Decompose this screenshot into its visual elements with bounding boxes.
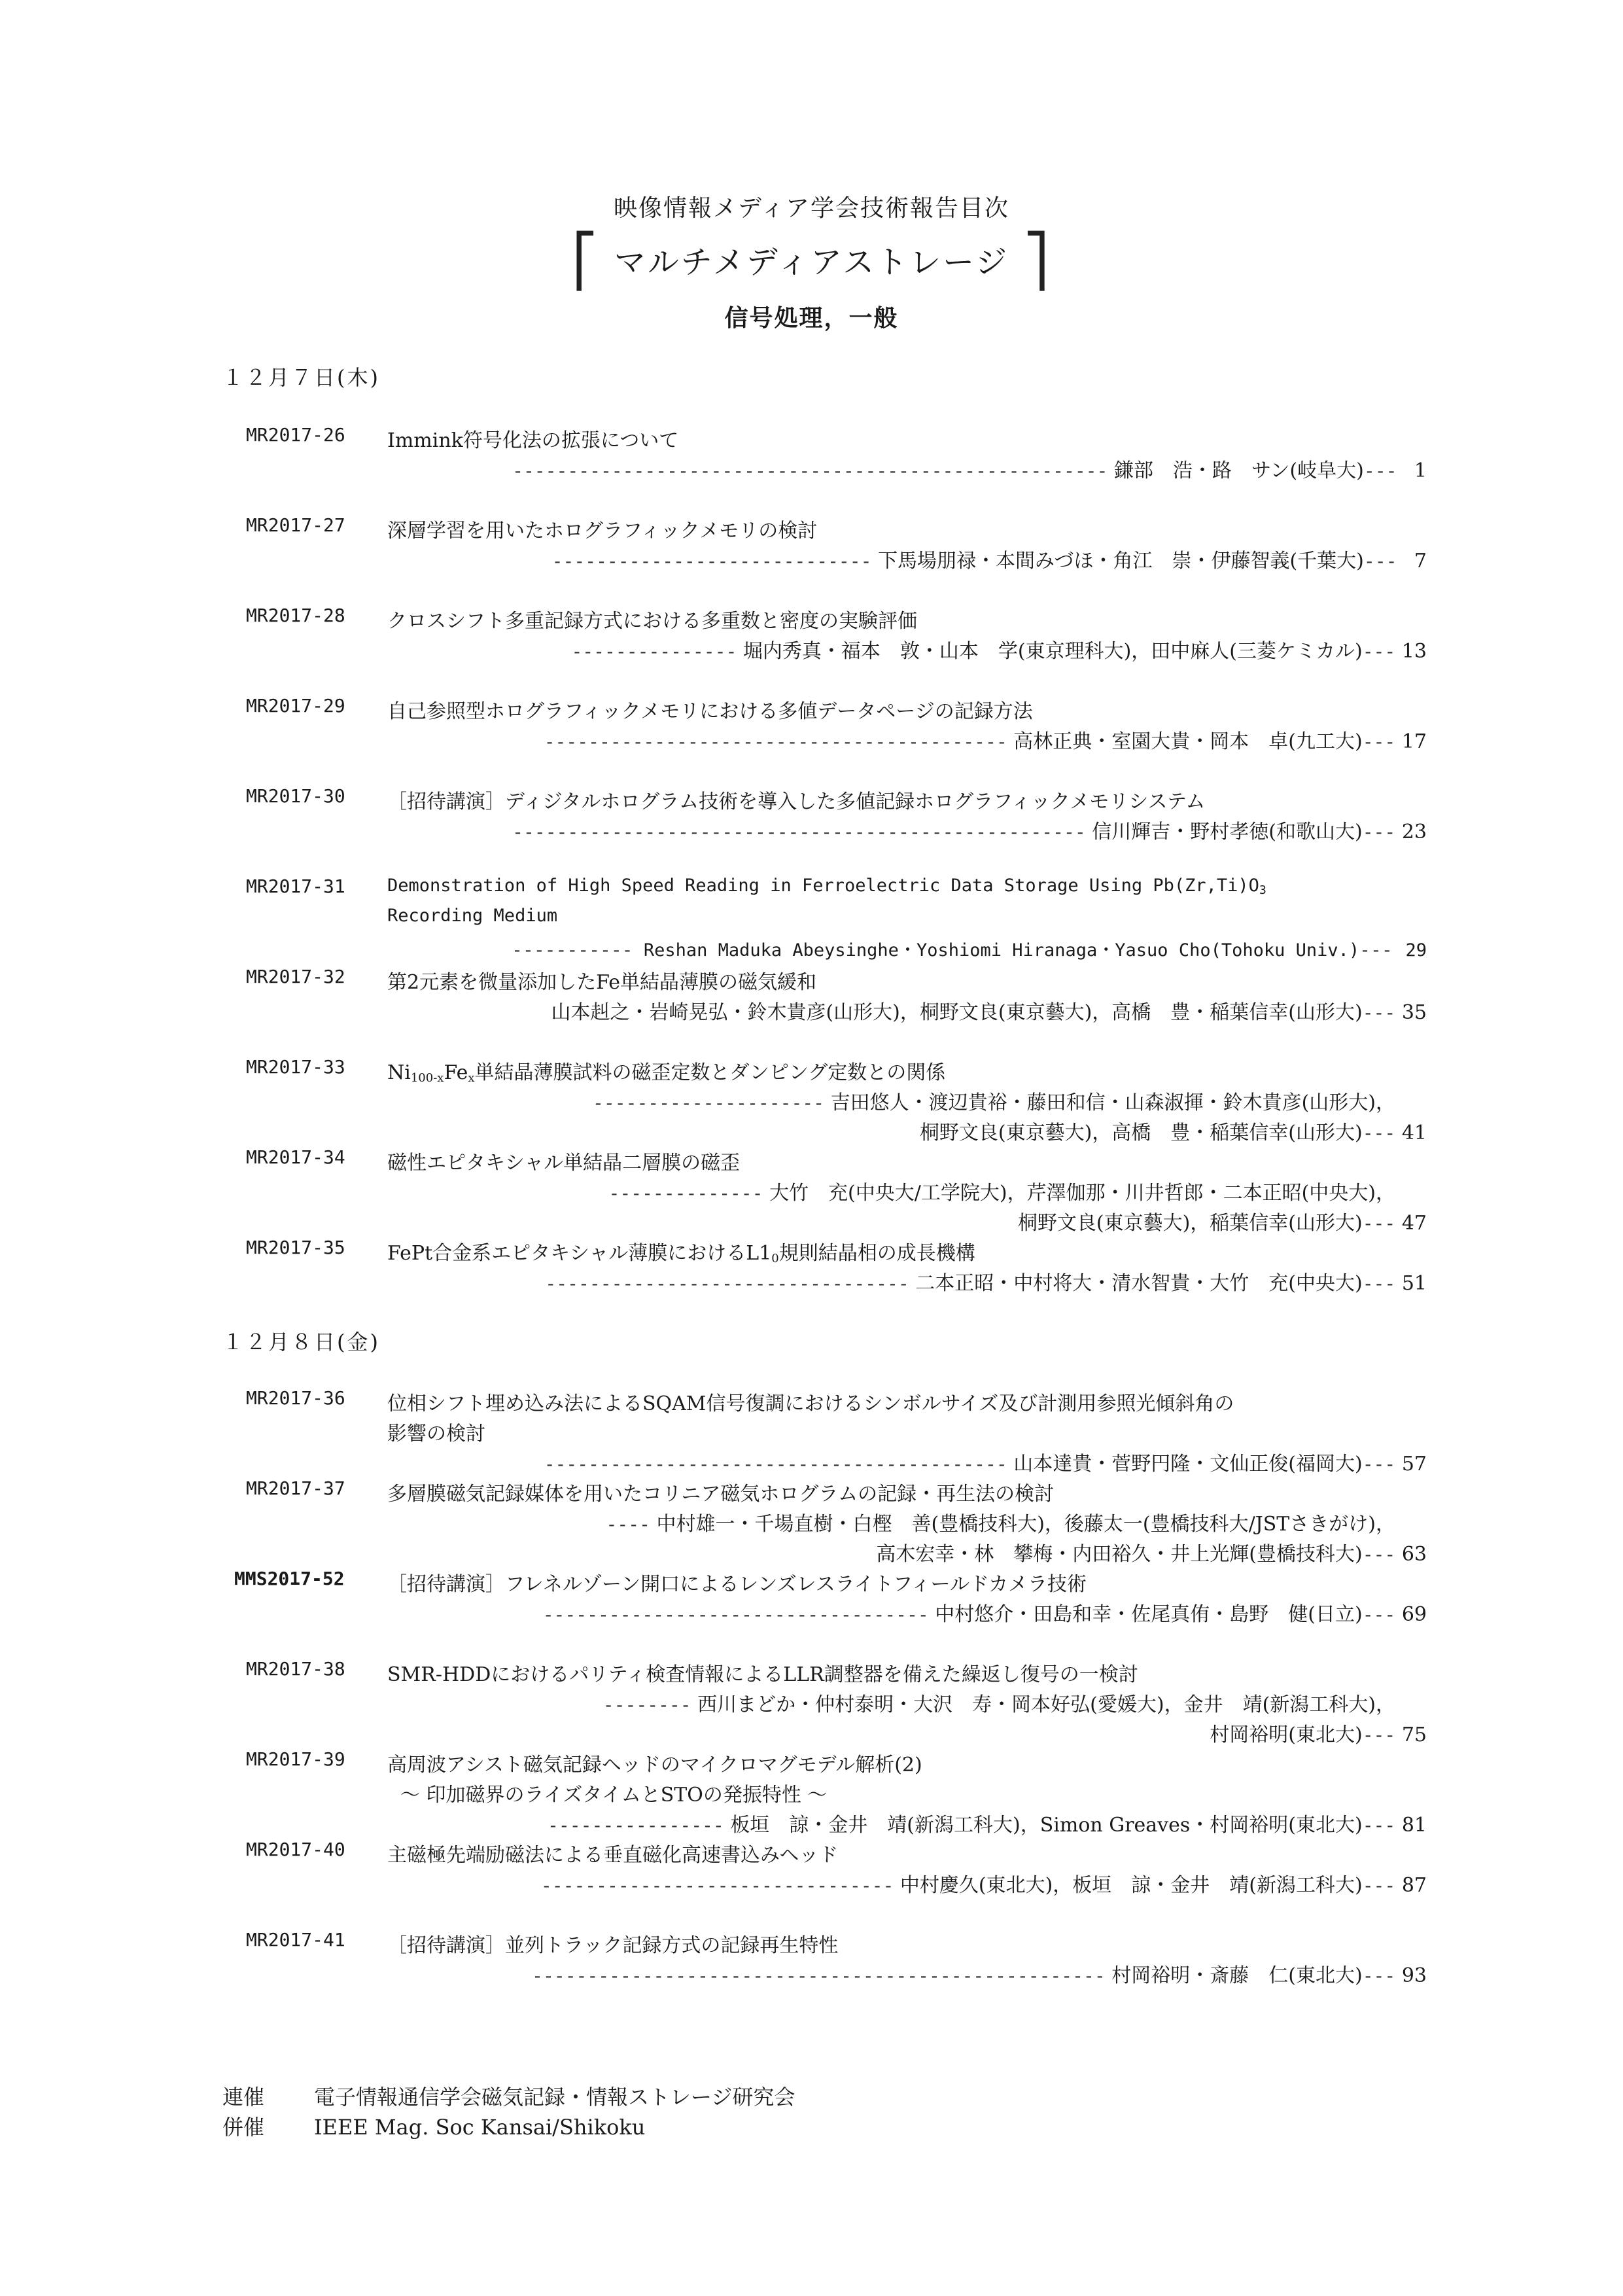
authors: 村岡裕明(東北大) bbox=[1210, 1723, 1363, 1746]
paper-code: MR2017-39 bbox=[246, 1748, 345, 1770]
paper-code: MR2017-36 bbox=[246, 1387, 345, 1409]
authors: 信川輝吉・野村孝徳(和歌山大) bbox=[1092, 821, 1363, 843]
paper-title: 主磁極先端励磁法による垂直磁化高速書込みヘッド bbox=[387, 1844, 839, 1867]
leader-dash: ---------------------------------------------------- bbox=[512, 821, 1086, 843]
page-number: 69 bbox=[1401, 1603, 1427, 1626]
leader-dash: --------------- bbox=[571, 641, 737, 662]
authors: 中村悠介・田島和幸・佐尾真侑・島野 健(日立) bbox=[935, 1603, 1363, 1626]
footer-cosponsor bbox=[222, 2081, 795, 2111]
series-title bbox=[0, 232, 1623, 291]
author-line: ------------------------------------------ 山本達貴・菅野円隆・文仙正俊(福岡大)--- 57 bbox=[544, 1453, 1427, 1475]
paper-code: MR2017-37 bbox=[246, 1477, 345, 1499]
author-line: ----------------------------------- 中村悠介・田島和幸・佐尾真侑・島野 健(日立)--- 69 bbox=[542, 1603, 1427, 1626]
paper-title: FePt合金系エピタキシャル薄膜における$L1_0$規則結晶相の成長機構 bbox=[387, 1242, 975, 1265]
footer-colocated bbox=[222, 2111, 645, 2141]
paper-title-line2: 影響の検討 bbox=[387, 1422, 485, 1445]
paper-title: Immink符号化法の拡張について bbox=[387, 429, 679, 452]
page-number: 57 bbox=[1401, 1453, 1427, 1475]
date-heading-day2: １２月８日(金) bbox=[222, 1330, 380, 1354]
authors: 高林正典・室園大貴・岡本 卓(九工大) bbox=[1013, 730, 1363, 753]
page-number: 1 bbox=[1414, 459, 1427, 482]
leader-dash: -------- bbox=[602, 1694, 691, 1716]
session-subtitle: 信号処理，一般 bbox=[724, 305, 899, 332]
authors: 板垣 諒・金井 靖(新潟工科大)，Simon Greaves・村岡裕明(東北大) bbox=[730, 1814, 1363, 1837]
leader-dash: ------------------------------------------------------ bbox=[512, 460, 1108, 482]
authors: 吉田悠人・渡辺貴裕・藤田和信・山森淑揮・鈴木貴彦(山形大)， bbox=[830, 1091, 1395, 1114]
leader-dash: ---------------------------------------------------- bbox=[532, 1965, 1106, 1987]
author-line: ----------------------------- 下馬場朋禄・本間みづほ・角江 崇・伊藤智義(千葉大)--- 7 bbox=[551, 550, 1427, 573]
authors: 中村慶久(東北大)，板垣 諒・金井 靖(新潟工科大) bbox=[899, 1874, 1363, 1897]
page-number: 87 bbox=[1401, 1874, 1427, 1897]
left-bracket: ⎡ bbox=[572, 232, 600, 291]
author-line: ---------------------------------------------------- 信川輝吉・野村孝徳(和歌山大)--- 23 bbox=[512, 821, 1427, 843]
report-title: 映像情報メディア学会技術報告目次 bbox=[613, 195, 1010, 222]
paper-title: 高周波アシスト磁気記録ヘッドのマイクロマグモデル解析(2) bbox=[387, 1754, 922, 1776]
authors: 鎌部 浩・路 サン(岐阜大) bbox=[1113, 459, 1364, 482]
page-number: 29 bbox=[1405, 940, 1427, 961]
page-number: 75 bbox=[1401, 1723, 1427, 1746]
author-line: ---------------- 板垣 諒・金井 靖(新潟工科大)，Simon Greaves・村岡裕明(東北大)--- 81 bbox=[548, 1814, 1427, 1837]
author-line: ---------------------------------------------------- 村岡裕明・斎藤 仁(東北大)--- 93 bbox=[532, 1964, 1427, 1987]
authors: 村岡裕明・斎藤 仁(東北大) bbox=[1111, 1964, 1363, 1987]
paper-code: MR2017-40 bbox=[246, 1839, 345, 1860]
footer-text: IEEE Mag. Soc Kansai/Shikoku bbox=[314, 2115, 646, 2140]
page-number: 23 bbox=[1401, 821, 1427, 843]
leader-dash: ---- bbox=[606, 1513, 650, 1535]
date-heading-day1: １２月７日(木) bbox=[222, 365, 380, 390]
authors: 西川まどか・仲村泰明・大沢 寿・岡本好弘(愛媛大)，金井 靖(新潟工科大)， bbox=[697, 1693, 1395, 1716]
leader-dash: --------------------------------- bbox=[545, 1273, 909, 1294]
page-number: 41 bbox=[1401, 1122, 1427, 1144]
paper-title: 自己参照型ホログラフィックメモリにおける多値データページの記録方法 bbox=[387, 700, 1033, 723]
authors: 桐野文良(東京藝大)，高橋 豊・稲葉信幸(山形大) bbox=[919, 1122, 1363, 1144]
paper-subtitle: ～ 印加磁界のライズタイムとSTOの発振特性 ～ bbox=[400, 1784, 828, 1807]
paper-code: MR2017-30 bbox=[246, 785, 345, 807]
paper-code: MR2017-35 bbox=[246, 1237, 345, 1258]
authors: 中村雄一・千場直樹・白樫 善(豊橋技科大)，後藤太一(豊橋技科大/JSTさきがけ)， bbox=[656, 1513, 1395, 1536]
author-line bbox=[609, 1176, 1396, 1205]
leader-dash: -------------- bbox=[608, 1182, 763, 1204]
author-line-2: 桐野文良(東京藝大)，高橋 豊・稲葉信幸(山形大)--- 41 bbox=[919, 1122, 1427, 1144]
leader-dash: ----------- bbox=[512, 939, 633, 961]
author-line bbox=[603, 1688, 1395, 1717]
paper-code: MMS2017-52 bbox=[234, 1568, 345, 1589]
page-number: 35 bbox=[1401, 1001, 1427, 1024]
page-number: 51 bbox=[1401, 1272, 1427, 1295]
author-line: ------------------------------------------------------ 鎌部 浩・路 サン(岐阜大)--- 1 bbox=[512, 459, 1427, 482]
leader-dash: ---------------- bbox=[548, 1814, 724, 1836]
author-line: 山本赳之・岩崎晃弘・鈴木貴彦(山形大)，桐野文良(東京藝大)，高橋 豊・稲葉信幸(山形大)--- 35 bbox=[551, 1001, 1427, 1024]
paper-code: MR2017-34 bbox=[246, 1146, 345, 1168]
authors: 二本正昭・中村将大・清水智貴・大竹 充(中央大) bbox=[915, 1272, 1363, 1295]
footer-label: 併催 bbox=[222, 2115, 265, 2140]
page-number: 81 bbox=[1401, 1814, 1427, 1837]
author-line-2: 高木宏幸・林 攀梅・内田裕久・井上光輝(豊橋技科大)--- 63 bbox=[876, 1543, 1427, 1566]
page-number: 93 bbox=[1401, 1964, 1427, 1987]
leader-dash: -------------------------------- bbox=[540, 1875, 894, 1896]
leader-dash: ------------------------------------------ bbox=[544, 731, 1007, 752]
page-number: 17 bbox=[1401, 730, 1427, 753]
author-line: ----------- Reshan Maduka Abeysinghe・Yoshiomi Hiranaga・Yasuo Cho(Tohoku Univ.)--- 29 bbox=[512, 939, 1427, 961]
paper-code: MR2017-27 bbox=[246, 514, 345, 536]
paper-title: ［招待講演］並列トラック記録方式の記録再生特性 bbox=[387, 1934, 839, 1957]
paper-code: MR2017-33 bbox=[246, 1056, 345, 1078]
authors: 下馬場朋禄・本間みづほ・角江 崇・伊藤智義(千葉大) bbox=[878, 550, 1364, 573]
author-line bbox=[593, 1086, 1395, 1115]
author-line: ------------------------------------------ 高林正典・室園大貴・岡本 卓(九工大)--- 17 bbox=[544, 730, 1427, 753]
author-line bbox=[606, 1508, 1396, 1536]
author-line-2: 桐野文良(東京藝大)，稲葉信幸(山形大)--- 47 bbox=[1017, 1212, 1427, 1235]
leader-dash: ----------------------------------- bbox=[542, 1604, 929, 1625]
paper-code: MR2017-28 bbox=[246, 605, 345, 626]
author-line: --------------- 堀内秀真・福本 敦・山本 学(東京理科大)，田中麻人(三菱ケミカル)--- 13 bbox=[571, 640, 1427, 663]
leader-dash: ----------------------------- bbox=[551, 550, 872, 572]
author-line-2: 村岡裕明(東北大)--- 75 bbox=[1210, 1723, 1427, 1746]
right-bracket: ⎤ bbox=[1023, 232, 1051, 291]
paper-code: MR2017-41 bbox=[246, 1929, 345, 1951]
page-number: 47 bbox=[1401, 1212, 1427, 1235]
authors: Reshan Maduka Abeysinghe・Yoshiomi Hiranaga・Yasuo Cho(Tohoku Univ.) bbox=[643, 940, 1360, 961]
paper-title: SMR-HDDにおけるパリティ検査情報によるLLR調整器を備えた繰返し復号の一検討 bbox=[387, 1663, 1138, 1686]
paper-title: 位相シフト埋め込み法によるSQAM信号復調におけるシンボルサイズ及び計測用参照光傾斜角の bbox=[387, 1392, 1234, 1415]
leader-dash: ------------------------------------------ bbox=[544, 1453, 1007, 1475]
author-line: -------------------------------- 中村慶久(東北大)，板垣 諒・金井 靖(新潟工科大)--- 87 bbox=[540, 1874, 1427, 1897]
authors: 山本達貴・菅野円隆・文仙正俊(福岡大) bbox=[1013, 1453, 1363, 1475]
paper-title: ［招待講演］ディジタルホログラム技術を導入した多値記録ホログラフィックメモリシステム bbox=[387, 790, 1206, 813]
footer-text: 電子情報通信学会磁気記録・情報ストレージ研究会 bbox=[314, 2085, 795, 2110]
paper-title-line2: Recording Medium bbox=[387, 906, 558, 926]
footer-label: 連催 bbox=[222, 2085, 265, 2110]
paper-title: ［招待講演］フレネルゾーン開口によるレンズレスライトフィールドカメラ技術 bbox=[387, 1573, 1087, 1596]
paper-title: Demonstration of High Speed Reading in Ferroelectric Data Storage Using $Pb(Zr,Ti)O_3$ bbox=[387, 875, 1266, 897]
authors: 山本赳之・岩崎晃弘・鈴木貴彦(山形大)，桐野文良(東京藝大)，高橋 豊・稲葉信幸(山形大) bbox=[551, 1001, 1363, 1024]
page-number: 13 bbox=[1401, 640, 1427, 663]
authors: 大竹 充(中央大/工学院大)，芹澤伽那・川井哲郎・二本正昭(中央大)， bbox=[769, 1182, 1395, 1205]
paper-code: MR2017-32 bbox=[246, 966, 345, 987]
page-number: 7 bbox=[1414, 550, 1427, 573]
authors: 桐野文良(東京藝大)，稲葉信幸(山形大) bbox=[1017, 1212, 1363, 1235]
paper-title: 磁性エピタキシャル単結晶二層膜の磁歪 bbox=[387, 1152, 741, 1174]
page-number: 63 bbox=[1401, 1543, 1427, 1566]
paper-code: MR2017-26 bbox=[246, 424, 345, 446]
paper-code: MR2017-31 bbox=[246, 875, 345, 897]
paper-title: 第2元素を微量添加したFe単結晶薄膜の磁気緩和 bbox=[387, 971, 817, 994]
authors: 高木宏幸・林 攀梅・内田裕久・井上光輝(豊橋技科大) bbox=[876, 1543, 1363, 1566]
series-title-text: マルチメディアストレージ bbox=[614, 244, 1009, 281]
leader-dash: --------------------- bbox=[593, 1092, 825, 1114]
author-line: --------------------------------- 二本正昭・中村将大・清水智貴・大竹 充(中央大)--- 51 bbox=[545, 1272, 1427, 1295]
paper-title: 多層膜磁気記録媒体を用いたコリニア磁気ホログラムの記録・再生法の検討 bbox=[387, 1483, 1055, 1506]
paper-title: $Ni_{100-x}Fe_x$単結晶薄膜試料の磁歪定数とダンピング定数との関係 bbox=[387, 1061, 946, 1085]
paper-code: MR2017-29 bbox=[246, 695, 345, 716]
paper-title: 深層学習を用いたホログラフィックメモリの検討 bbox=[387, 520, 818, 542]
paper-title: クロスシフト多重記録方式における多重数と密度の実験評価 bbox=[387, 610, 917, 633]
authors: 堀内秀真・福本 敦・山本 学(東京理科大)，田中麻人(三菱ケミカル) bbox=[742, 640, 1363, 663]
paper-code: MR2017-38 bbox=[246, 1658, 345, 1680]
